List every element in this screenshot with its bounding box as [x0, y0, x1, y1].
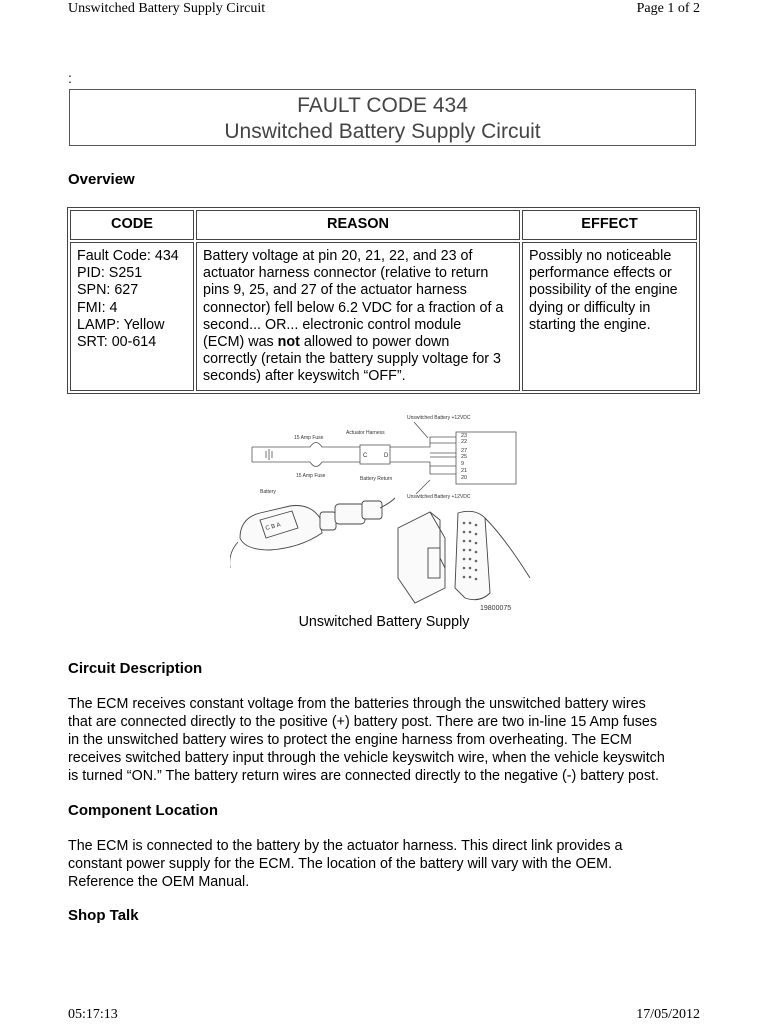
table-header-reason: REASON — [196, 210, 520, 240]
reason-line: Battery voltage at pin 20, 21, 22, and 23 of — [203, 248, 473, 264]
footer-date: 17/05/2012 — [636, 1007, 700, 1022]
reason-line: pins 9, 25, and 27 of the actuator harness — [203, 282, 467, 299]
pin-number: 20 — [461, 475, 468, 481]
pin-number: 21 — [461, 468, 468, 474]
table-header-code: CODE — [70, 210, 194, 240]
reason-bold-not: not — [277, 334, 300, 351]
page-number: Page 1 of 2 — [636, 1, 700, 16]
code-line: SPN: 627 — [77, 282, 139, 299]
effect-line: starting the engine. — [529, 316, 651, 333]
label-fuse-bottom: 15 Amp Fuse — [296, 473, 326, 479]
pin-number: 25 — [461, 454, 468, 460]
label-battery: Battery — [260, 489, 276, 495]
circuit-description-heading: Circuit Description — [68, 660, 203, 677]
effect-line: dying or difficulty in — [529, 299, 651, 316]
reason-line: correctly (retain the battery supply voltage for 3 — [203, 351, 501, 368]
reason-post-text: allowed to power down — [299, 334, 450, 351]
reason-line-emphasis — [203, 334, 514, 351]
fault-code-title: FAULT CODE 434 — [297, 94, 468, 117]
pin-number: 27 — [461, 448, 468, 454]
effect-cell — [522, 242, 697, 391]
code-cell — [70, 242, 194, 391]
reason-line: connector) fell below 6.2 VDC for a fraction of a — [203, 299, 504, 316]
reason-line: second... OR... electronic control module — [203, 316, 462, 333]
label-unswitched-top: Unswitched Battery +12VDC — [407, 415, 471, 421]
stray-colon: : — [68, 70, 72, 86]
pin-numbers — [461, 433, 467, 481]
label-fuse-top: 15 Amp Fuse — [294, 435, 324, 441]
reason-line: actuator harness connector (relative to return — [203, 265, 489, 282]
label-actuator-harness: Actuator Harness — [346, 430, 385, 436]
paragraph-line: that are connected directly to the positive (+) battery post. There are two in-line 15 Amp fuses — [68, 714, 657, 730]
page-header-title: Unswitched Battery Supply Circuit — [68, 1, 266, 16]
fault-code-subtitle: Unswitched Battery Supply Circuit — [224, 120, 541, 143]
fuse-letters: C B A — [264, 522, 282, 532]
effect-line: Possibly no noticeable — [529, 248, 672, 264]
component-location-paragraph — [68, 837, 708, 891]
reason-pre-text: (ECM) was — [203, 334, 278, 351]
ecm-connector-drawing — [398, 511, 530, 603]
reason-cell — [196, 242, 520, 391]
circuit-description-paragraph — [68, 695, 708, 785]
fuse-holder-drawing — [230, 498, 395, 568]
wiring-diagram — [230, 408, 530, 614]
code-line: PID: S251 — [77, 265, 143, 282]
fault-code-title-box — [69, 89, 696, 146]
effect-line: performance effects or — [529, 265, 672, 282]
label-unswitched-bottom: Unswitched Battery +12VDC — [407, 494, 471, 500]
paragraph-line: constant power supply for the ECM. The location of the battery will vary with the OEM. — [68, 856, 613, 872]
label-battery-return: Battery Return — [360, 476, 393, 482]
table-header-effect: EFFECT — [522, 210, 697, 240]
code-line: FMI: 4 — [77, 299, 118, 316]
figure-number: 19800075 — [480, 605, 512, 612]
paragraph-line: receives switched battery input through the vehicle keyswitch wire, when the vehicle keyswitch — [68, 750, 665, 766]
code-line: Fault Code: 434 — [77, 248, 179, 264]
pin-number: 22 — [461, 439, 468, 445]
figure-caption: Unswitched Battery Supply — [298, 614, 470, 630]
paragraph-line: Reference the OEM Manual. — [68, 874, 250, 890]
paragraph-line: The ECM receives constant voltage from the batteries through the unswitched battery wires — [68, 696, 646, 712]
table-row — [70, 242, 697, 391]
connector-d-label: D — [384, 453, 389, 459]
connector-c-label: C — [363, 453, 368, 459]
fault-code-table-wrap — [67, 207, 700, 394]
table-header-row — [70, 210, 697, 240]
paragraph-line: in the unswitched battery wires to protect the engine harness from overheating. The ECM — [68, 732, 632, 748]
fault-code-table — [67, 207, 700, 394]
reason-line: seconds) after keyswitch “OFF”. — [203, 368, 406, 385]
pin-number: 9 — [461, 461, 465, 467]
pin-number: 23 — [461, 433, 468, 439]
effect-line: possibility of the engine — [529, 282, 678, 299]
component-location-heading: Component Location — [68, 802, 218, 819]
overview-heading: Overview — [68, 171, 135, 188]
code-line: LAMP: Yellow — [77, 316, 165, 333]
code-line: SRT: 00-614 — [77, 334, 157, 351]
paragraph-line: is turned “ON.” The battery return wires are connected directly to the negative (-) battery post. — [68, 768, 659, 784]
footer-time: 05:17:13 — [68, 1007, 118, 1022]
shop-talk-heading: Shop Talk — [68, 907, 139, 924]
paragraph-line: The ECM is connected to the battery by the actuator harness. This direct link provides a — [68, 838, 623, 854]
